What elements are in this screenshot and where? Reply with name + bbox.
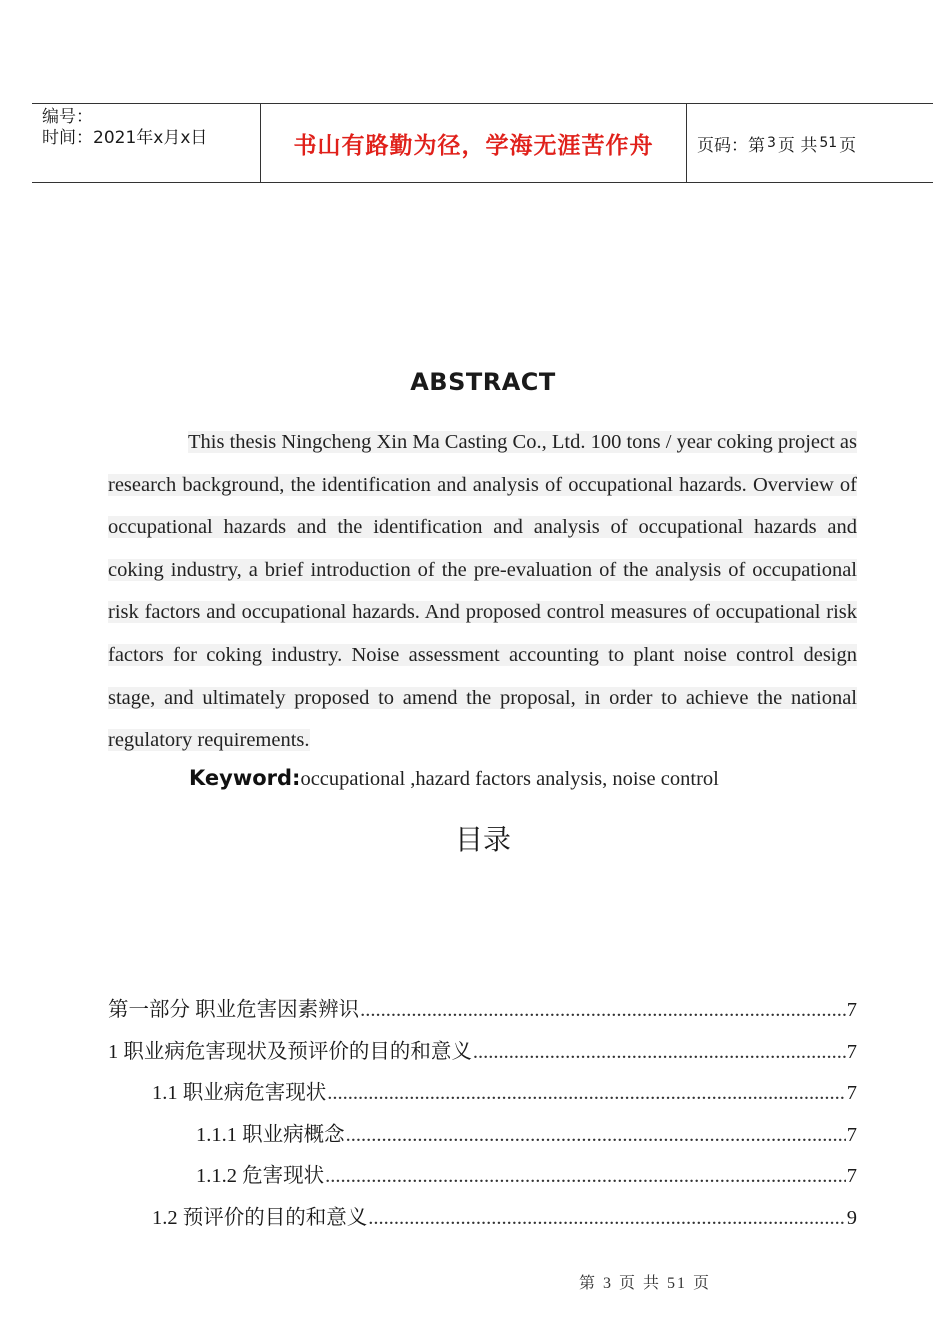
toc-entry-label: 1 职业病危害现状及预评价的目的和意义 xyxy=(108,1040,472,1063)
page-indicator xyxy=(687,104,933,182)
toc-entry-label: 1.1.1 职业病概念 xyxy=(196,1123,345,1146)
toc-entry-page: 9 xyxy=(846,1206,857,1229)
page-footer: 第 3 页 共 51 页 xyxy=(578,1275,711,1292)
toc-entry[interactable] xyxy=(108,1117,857,1159)
toc-leader xyxy=(346,1124,846,1147)
number-label: 编号： xyxy=(42,107,93,127)
toc-leader xyxy=(368,1207,846,1230)
keywords: occupational ,hazard factors analysis, noise control xyxy=(300,768,719,790)
motto: 书山有路勤为径，学海无涯苦作舟 xyxy=(261,104,687,182)
toc-entry[interactable] xyxy=(108,1075,857,1117)
toc-entry-label: 第一部分 职业危害因素辨识 xyxy=(108,999,360,1021)
toc-entry-label: 1.1.2 危害现状 xyxy=(196,1165,325,1188)
abstract-text: This thesis Ningcheng Xin Ma Casting Co., Ltd. 100 tons / year coking project as research background, the identification and analysis of occupational hazards. Overview of occupational hazards and the identification and analysis of occupational hazards and coking industry, a brief introduction of the pre-evaluation of the analysis of occupational risk factors and occupational hazards. And proposed control measures of occupational risk factors for coking industry. Noise assessment accounting to plant noise control design stage, and ultimately proposed to amend the proposal, in order to achieve the national regulatory requirements. xyxy=(108,431,858,752)
toc-leader xyxy=(360,999,846,1022)
toc-entry[interactable] xyxy=(108,1158,857,1200)
page-suffix: 页 xyxy=(839,135,857,156)
page-mid: 页 共 xyxy=(777,135,818,156)
toc-entry-page: 7 xyxy=(846,999,857,1021)
toc-entry-label: 1.2 预评价的目的和意义 xyxy=(152,1206,368,1229)
toc-entry[interactable] xyxy=(108,1034,857,1076)
time-label: 时间：2021年x月x日 xyxy=(42,128,208,148)
keyword-line xyxy=(189,766,719,791)
toc-entry-label: 1.1 职业病危害现状 xyxy=(152,1082,327,1105)
toc-entry-page: 7 xyxy=(846,1082,857,1105)
page-prefix: 页码：第 xyxy=(697,135,765,156)
toc-entry-page: 7 xyxy=(846,1165,857,1188)
toc-leader xyxy=(473,1041,846,1064)
table-of-contents xyxy=(108,992,857,1242)
header-table xyxy=(32,103,933,183)
toc-title: 目录 xyxy=(454,823,511,856)
toc-leader xyxy=(325,1165,846,1188)
page-current: 3 xyxy=(767,135,776,151)
toc-entry-page: 7 xyxy=(846,1123,857,1146)
toc-entry[interactable] xyxy=(108,1200,857,1242)
toc-leader xyxy=(327,1082,846,1105)
toc-entry-page: 7 xyxy=(846,1040,857,1063)
abstract-title: ABSTRACT xyxy=(410,368,556,396)
abstract-body xyxy=(108,421,857,762)
header-meta-cell xyxy=(32,104,261,182)
toc-entry[interactable] xyxy=(108,992,857,1034)
page-total: 51 xyxy=(819,135,838,151)
keyword-label: Keyword: xyxy=(189,766,301,790)
